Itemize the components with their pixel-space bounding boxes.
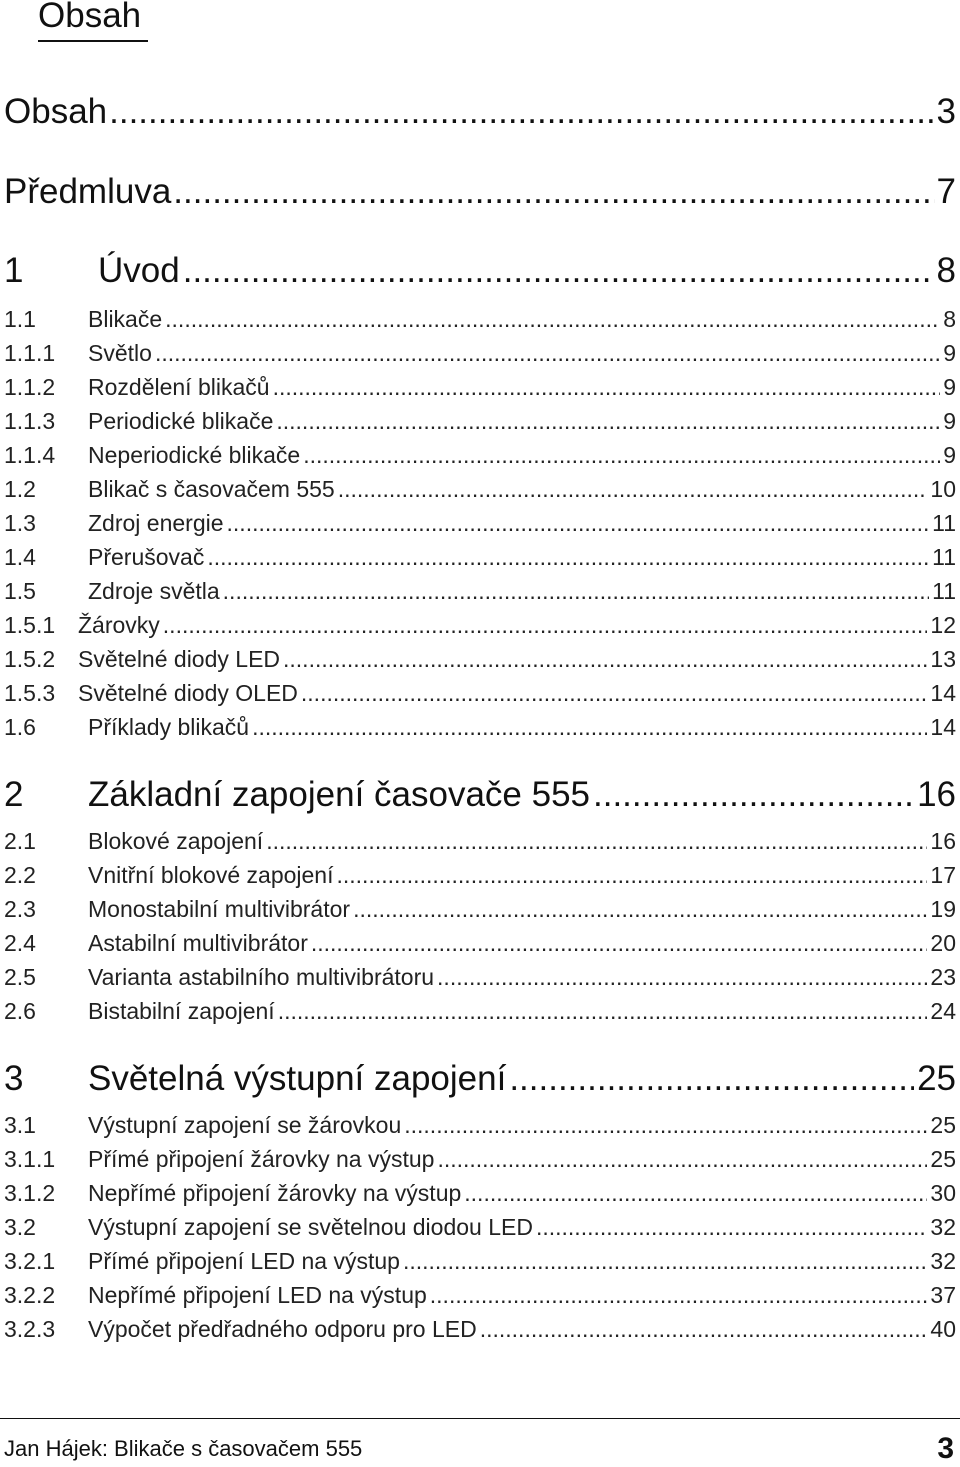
toc-entry-page: 10	[930, 476, 956, 502]
toc-chapter-page: 8	[936, 251, 956, 290]
toc-entry-page: 8	[943, 306, 956, 332]
toc-leader-dots	[109, 92, 934, 132]
toc-entry-page: 7	[936, 172, 956, 211]
toc-entry-page: 17	[930, 862, 956, 888]
toc-entry-page: 9	[943, 374, 956, 400]
toc-entry-page: 20	[930, 930, 956, 956]
toc-entry[interactable]	[4, 544, 956, 571]
toc-entry[interactable]	[4, 828, 956, 855]
toc-entry-number: 3.2.3	[4, 1316, 56, 1342]
toc-leader-dots	[278, 998, 928, 1025]
toc-entry[interactable]	[4, 408, 956, 435]
toc-entry-number: 1.1.4	[4, 442, 56, 468]
toc-chapter-title: Základní zapojení časovače 555	[88, 775, 590, 814]
toc-entry[interactable]	[4, 1180, 956, 1207]
toc-entry-title: Vnitřní blokové zapojení	[88, 862, 334, 888]
toc-entry-title: Varianta astabilního multivibrátoru	[88, 964, 435, 990]
toc-entry-title: Žárovky	[78, 612, 160, 638]
toc-entry[interactable]	[4, 1214, 956, 1241]
toc-entry[interactable]	[4, 612, 956, 639]
toc-entry[interactable]	[4, 578, 956, 605]
toc-leader-dots	[155, 340, 940, 367]
toc-entry-number: 3.2	[4, 1214, 36, 1240]
toc-leader-dots	[303, 442, 940, 469]
toc-leader-dots	[437, 964, 927, 991]
toc-entry-title: Obsah	[4, 92, 108, 131]
toc-entry-page: 11	[932, 578, 956, 604]
toc-entry-title: Přerušovač	[88, 544, 205, 570]
toc-entry[interactable]	[4, 896, 956, 923]
toc-chapter-title: Světelná výstupní zapojení	[88, 1059, 507, 1098]
toc-leader-dots	[183, 251, 934, 291]
toc-entry-page: 30	[930, 1180, 956, 1206]
toc-entry-title: Výstupní zapojení se světelnou diodou LED	[88, 1214, 533, 1240]
toc-entry[interactable]	[4, 510, 956, 537]
toc-entry-number: 1.5.2	[4, 646, 56, 672]
toc-entry-title: Monostabilní multivibrátor	[88, 896, 351, 922]
toc-entry-page: 14	[930, 714, 956, 740]
toc-leader-dots	[283, 646, 927, 673]
toc-entry-title: Nepřímé připojení LED na výstup	[88, 1282, 427, 1308]
toc-entry[interactable]	[4, 1112, 956, 1139]
toc-entry-page: 11	[932, 510, 956, 536]
toc-entry-page: 9	[943, 340, 956, 366]
toc-entry-number: 1.5	[4, 578, 36, 604]
toc-entry-number: 3.1.2	[4, 1180, 56, 1206]
toc-entry-number: 2.4	[4, 930, 36, 956]
toc-leader-dots	[252, 714, 927, 741]
toc-leader-dots	[311, 930, 928, 957]
toc-entry[interactable]	[4, 1282, 956, 1309]
toc-entry[interactable]	[4, 476, 956, 503]
toc-chapter-2[interactable]	[4, 775, 956, 815]
footer-divider	[0, 1418, 960, 1419]
toc-entry-page: 11	[932, 544, 956, 570]
toc-entry-title: Přímé připojení LED na výstup	[88, 1248, 400, 1274]
toc-entry-number: 1.6	[4, 714, 36, 740]
toc-entry-title: Neperiodické blikače	[88, 442, 301, 468]
toc-entry[interactable]	[4, 1316, 956, 1343]
toc-entry-number: 1.2	[4, 476, 36, 502]
toc-entry-number: 2.3	[4, 896, 36, 922]
toc-entry-page: 37	[930, 1282, 956, 1308]
toc-leader-dots	[276, 408, 940, 435]
toc-leader-dots	[207, 544, 929, 571]
toc-leader-dots	[509, 1059, 914, 1099]
toc-entry-page: 23	[930, 964, 956, 990]
toc-leader-dots	[593, 775, 914, 815]
toc-entry[interactable]	[4, 998, 956, 1025]
toc-entry[interactable]	[4, 646, 956, 673]
toc-entry-title: Příklady blikačů	[88, 714, 250, 740]
toc-entry[interactable]	[4, 964, 956, 991]
toc-entry-title: Světlo	[88, 340, 152, 366]
toc-entry-title: Astabilní multivibrátor	[88, 930, 308, 956]
toc-chapter-3[interactable]	[4, 1059, 956, 1099]
toc-entry-page: 19	[930, 896, 956, 922]
toc-leader-dots	[536, 1214, 927, 1241]
page-header-title: Obsah	[38, 0, 142, 35]
toc-entry-title: Výpočet předřadného odporu pro LED	[88, 1316, 477, 1342]
toc-entry-title: Blokové zapojení	[88, 828, 264, 854]
toc-leader-dots	[173, 172, 934, 212]
toc-leader-dots	[301, 680, 928, 707]
toc-entry-title: Předmluva	[4, 172, 172, 211]
footer-page-number: 3	[937, 1432, 954, 1465]
toc-entry-page: 12	[930, 612, 956, 638]
toc-chapter-number: 1	[4, 251, 24, 290]
toc-chapter-number: 2	[4, 775, 24, 814]
toc-entry-title: Světelné diody OLED	[78, 680, 298, 706]
toc-entry-number: 1.4	[4, 544, 36, 570]
toc-entry-title: Blikač s časovačem 555	[88, 476, 335, 502]
toc-leader-dots	[223, 578, 929, 605]
toc-entry-number: 2.2	[4, 862, 36, 888]
toc-entry-page: 25	[930, 1112, 956, 1138]
toc-entry[interactable]	[4, 862, 956, 889]
toc-leader-dots	[337, 862, 928, 889]
toc-entry-page: 13	[930, 646, 956, 672]
toc-chapter-title: Úvod	[98, 251, 180, 290]
toc-entry-predmluva[interactable]	[4, 172, 956, 212]
toc-entry-number: 1.5.1	[4, 612, 56, 638]
toc-entry-page: 14	[930, 680, 956, 706]
toc-entry-page: 24	[930, 998, 956, 1024]
toc-entry-number: 3.1	[4, 1112, 36, 1138]
toc-leader-dots	[227, 510, 930, 537]
toc-entry-obsah[interactable]	[4, 92, 956, 132]
toc-entry-title: Bistabilní zapojení	[88, 998, 275, 1024]
toc-entry-page: 16	[930, 828, 956, 854]
toc-entry-page: 3	[936, 92, 956, 131]
toc-leader-dots	[480, 1316, 928, 1343]
toc-entry-title: Výstupní zapojení se žárovkou	[88, 1112, 402, 1138]
toc-entry-number: 1.1	[4, 306, 36, 332]
toc-entry[interactable]	[4, 306, 956, 333]
toc-leader-dots	[353, 896, 927, 923]
toc-entry-title: Blikače	[88, 306, 163, 332]
toc-leader-dots	[338, 476, 928, 503]
toc-entry-page: 9	[943, 442, 956, 468]
toc-entry[interactable]	[4, 340, 956, 367]
toc-entry[interactable]	[4, 1248, 956, 1275]
toc-leader-dots	[163, 612, 928, 639]
toc-entry-number: 2.1	[4, 828, 36, 854]
toc-chapter-number: 3	[4, 1059, 24, 1098]
toc-entry-page: 32	[930, 1214, 956, 1240]
toc-entry-title: Rozdělení blikačů	[88, 374, 270, 400]
toc-entry-page: 25	[930, 1146, 956, 1172]
toc-leader-dots	[403, 1248, 927, 1275]
toc-leader-dots	[266, 828, 927, 855]
toc-entry-number: 3.1.1	[4, 1146, 56, 1172]
toc-entry-number: 2.6	[4, 998, 36, 1024]
toc-entry-number: 1.1.1	[4, 340, 56, 366]
toc-leader-dots	[437, 1146, 927, 1173]
toc-entry-number: 2.5	[4, 964, 36, 990]
toc-leader-dots	[273, 374, 941, 401]
toc-entry[interactable]	[4, 930, 956, 957]
toc-entry-number: 1.1.3	[4, 408, 56, 434]
toc-entry[interactable]	[4, 1146, 956, 1173]
toc-entry-number: 1.5.3	[4, 680, 56, 706]
toc-chapter-1[interactable]	[4, 251, 956, 291]
toc-entry[interactable]	[4, 374, 956, 401]
toc-entry-title: Přímé připojení žárovky na výstup	[88, 1146, 435, 1172]
header-underline	[38, 40, 148, 42]
toc-entry[interactable]	[4, 442, 956, 469]
toc-leader-dots	[464, 1180, 927, 1207]
toc-leader-dots	[165, 306, 940, 333]
toc-leader-dots	[404, 1112, 927, 1139]
toc-entry-title: Světelné diody LED	[78, 646, 281, 672]
toc-entry-title: Zdroj energie	[88, 510, 224, 536]
toc-leader-dots	[430, 1282, 928, 1309]
toc-entry[interactable]	[4, 714, 956, 741]
toc-chapter-page: 25	[917, 1059, 956, 1098]
toc-entry-number: 1.1.2	[4, 374, 56, 400]
footer-running-title: Jan Hájek: Blikače s časovačem 555	[4, 1436, 363, 1461]
toc-entry-number: 3.2.2	[4, 1282, 56, 1308]
toc-entry-title: Zdroje světla	[88, 578, 220, 604]
toc-entry[interactable]	[4, 680, 956, 707]
toc-entry-number: 3.2.1	[4, 1248, 56, 1274]
toc-entry-number: 1.3	[4, 510, 36, 536]
toc-entry-page: 32	[930, 1248, 956, 1274]
toc-entry-title: Nepřímé připojení žárovky na výstup	[88, 1180, 462, 1206]
toc-entry-page: 9	[943, 408, 956, 434]
toc-entry-page: 40	[930, 1316, 956, 1342]
toc-entry-title: Periodické blikače	[88, 408, 274, 434]
toc-chapter-page: 16	[917, 775, 956, 814]
